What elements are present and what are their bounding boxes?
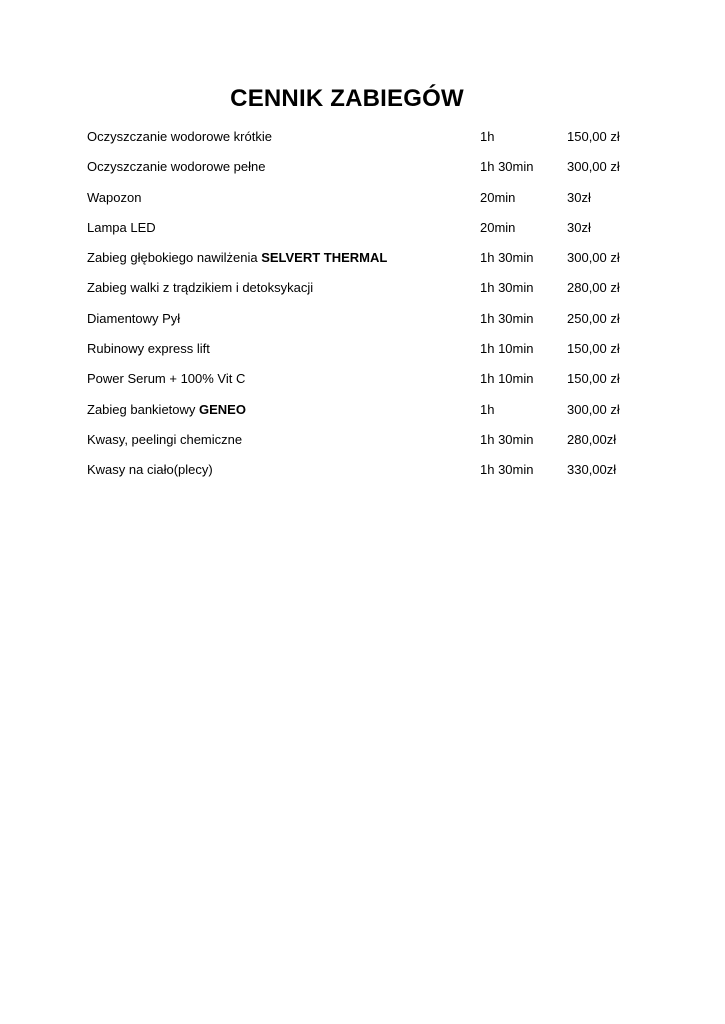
table-row — [87, 339, 647, 369]
treatment-price: 150,00 zł — [567, 371, 620, 387]
treatment-duration: 1h 10min — [480, 341, 534, 357]
table-row — [87, 400, 647, 430]
treatment-name: Zabieg walki z trądzikiem i detoksykacji — [87, 280, 314, 296]
treatment-name: Power Serum + 100% Vit C — [87, 371, 246, 387]
treatment-name: Oczyszczanie wodorowe pełne — [87, 159, 266, 175]
treatment-duration: 1h 30min — [480, 462, 534, 478]
treatment-duration: 20min — [480, 219, 516, 235]
treatment-price: 150,00 zł — [567, 129, 620, 144]
treatment-duration: 1h 30min — [480, 250, 534, 266]
table-row — [87, 309, 647, 339]
treatment-name: Rubinowy express lift — [87, 341, 210, 357]
treatment-duration: 1h 30min — [480, 310, 534, 326]
table-row — [87, 127, 647, 157]
table-row — [87, 218, 647, 248]
treatment-price: 250,00 zł — [567, 310, 620, 326]
treatment-duration: 20min — [480, 189, 516, 205]
treatment-price: 280,00 zł — [567, 280, 620, 296]
treatment-price: 150,00 zł — [567, 341, 620, 357]
treatment-name: Kwasy na ciało(plecy) — [87, 462, 213, 478]
treatment-name: Lampa LED — [87, 219, 156, 235]
treatment-name: Oczyszczanie wodorowe krótkie — [87, 129, 272, 144]
treatment-price: 300,00 zł — [567, 159, 620, 175]
treatment-name: Diamentowy Pył — [87, 310, 181, 326]
page-title: CENNIK ZABIEGÓW — [230, 85, 464, 112]
treatment-duration: 1h — [480, 401, 495, 417]
treatment-price: 30zł — [567, 219, 591, 235]
table-row — [87, 188, 647, 218]
treatment-duration: 1h 10min — [480, 371, 534, 387]
table-row — [87, 278, 647, 308]
table-row — [87, 369, 647, 399]
treatment-duration: 1h — [480, 129, 495, 144]
treatment-duration: 1h 30min — [480, 159, 534, 175]
table-row — [87, 460, 647, 490]
treatment-price: 280,00zł — [567, 431, 617, 447]
treatment-price: 30zł — [567, 189, 591, 205]
table-row — [87, 157, 647, 187]
treatment-duration: 1h 30min — [480, 280, 534, 296]
price-list — [87, 127, 647, 491]
treatment-name: Wapozon — [87, 189, 142, 205]
treatment-duration: 1h 30min — [480, 431, 534, 447]
table-row — [87, 248, 647, 278]
treatment-name: Kwasy, peelingi chemiczne — [87, 431, 243, 447]
treatment-price: 300,00 zł — [567, 250, 620, 266]
treatment-name: Zabieg głębokiego nawilżenia SELVERT THERMAL — [87, 250, 388, 266]
treatment-price: 300,00 zł — [567, 401, 620, 417]
table-row — [87, 430, 647, 460]
treatment-name: Zabieg bankietowy GENEO — [87, 401, 246, 417]
treatment-price: 330,00zł — [567, 462, 617, 478]
